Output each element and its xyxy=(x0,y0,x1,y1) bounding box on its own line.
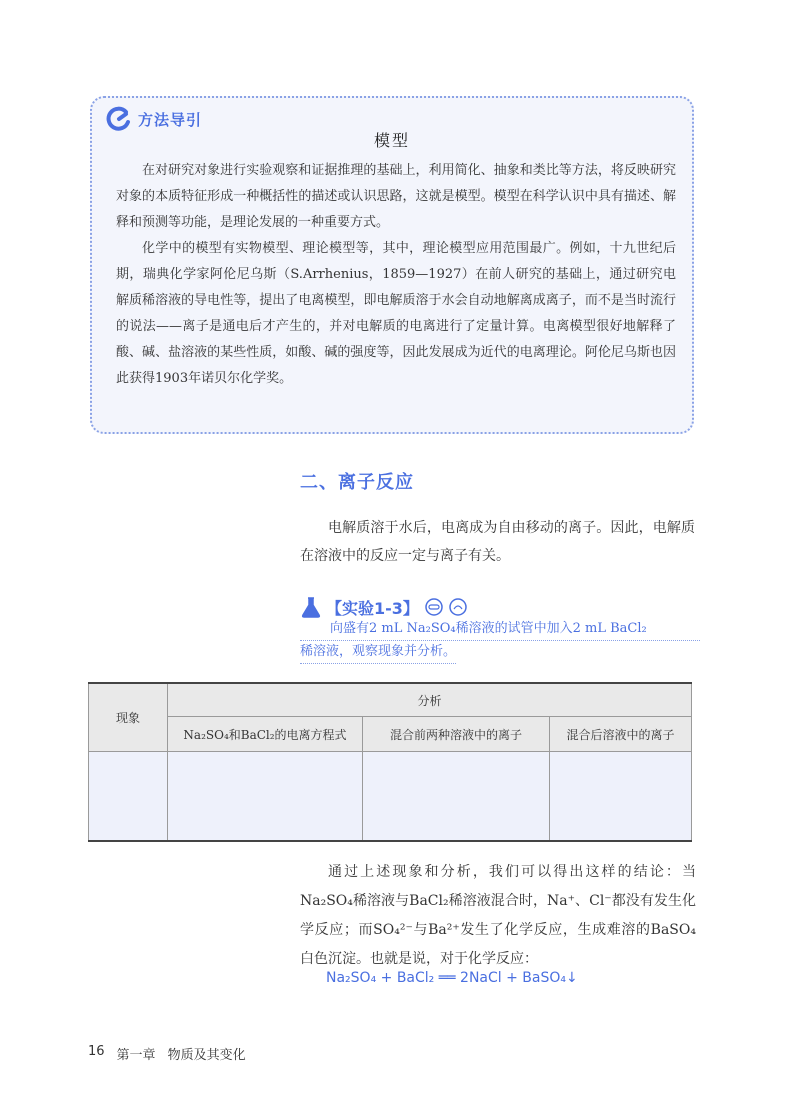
chapter-number: 第一章 xyxy=(116,1048,156,1063)
method-guide-box xyxy=(90,96,694,434)
experiment-desc-line-2: 稀溶液，观察现象并分析。 xyxy=(300,641,456,664)
header-ions-after: 混合后溶液中的离子 xyxy=(550,717,692,752)
chemical-equation: Na₂SO₄ + BaCl₂ ══ 2NaCl + BaSO₄↓ xyxy=(326,970,578,986)
experiment-label: 【实验1-3】 xyxy=(326,598,419,618)
page-footer xyxy=(88,1044,246,1063)
conclusion xyxy=(300,858,696,974)
method-guide-label: 方法导引 xyxy=(138,110,203,129)
method-guide-text xyxy=(116,158,676,392)
method-paragraph-2: 化学中的模型有实物模型、理论模型等，其中，理论模型应用范围最广。例如，十九世纪后期，瑞典化学家阿伦尼乌斯（S.Arrhenius，1859—1927）在前人研究的基础上，通过研究电解质稀溶液的导电性等，提出了电离模型，即电解质溶于水会自动地解离成离子，而不是当时流行的说法——离子是通电后才产生的，并对电解质的电离进行了定量计算。电离模型很好地解释了酸、碱、盐溶液的某些性质，如酸、碱的强度等，因此发展成为近代的电离理论。阿伦尼乌斯也因此获得1903年诺贝尔化学奖。 xyxy=(116,241,676,386)
model-title: 模型 xyxy=(373,131,410,150)
header-ionization-equation: Na₂SO₄和BaCl₂的电离方程式 xyxy=(168,717,363,752)
hand-wash-icon xyxy=(449,598,467,616)
conclusion-paragraph: 通过上述现象和分析，我们可以得出这样的结论：当Na₂SO₄稀溶液与BaCl₂稀溶液混合时，Na⁺、Cl⁻都没有发生化学反应；而SO₄²⁻与Ba²⁺发生了化学反应，生成难溶的BaSO₄白色沉淀。也就是说，对于化学反应： xyxy=(300,864,696,967)
header-phenomenon: 现象 xyxy=(89,683,168,752)
header-ions-before: 混合前两种溶液中的离子 xyxy=(363,717,550,752)
experiment-table xyxy=(88,682,692,842)
cell-ions-after xyxy=(550,752,692,842)
cell-ions-before xyxy=(363,752,550,842)
experiment-header xyxy=(300,594,467,620)
flask-icon xyxy=(300,596,322,618)
method-paragraph-1: 在对研究对象进行实验观察和证据推理的基础上，利用简化、抽象和类比等方法，将反映研究对象的本质特征形成一种概括性的描述或认识思路，这就是模型。模型在科学认识中具有描述、解释和预测等功能，是理论发展的一种重要方式。 xyxy=(116,163,676,230)
page-number: 16 xyxy=(88,1044,105,1059)
cell-phenomenon xyxy=(89,752,168,842)
experiment-description xyxy=(300,618,700,664)
section-intro xyxy=(300,514,695,570)
section-title: 二、离子反应 xyxy=(300,472,414,493)
cell-ionization-equation xyxy=(168,752,363,842)
intro-paragraph: 电解质溶于水后，电离成为自由移动的离子。因此，电解质在溶液中的反应一定与离子有关。 xyxy=(300,520,695,564)
chapter-title: 物质及其变化 xyxy=(167,1048,246,1063)
header-analysis: 分析 xyxy=(168,683,692,717)
goggles-icon xyxy=(425,598,443,616)
experiment-desc-line-1: 向盛有2 mL Na₂SO₄稀溶液的试管中加入2 mL BaCl₂ xyxy=(300,618,700,641)
